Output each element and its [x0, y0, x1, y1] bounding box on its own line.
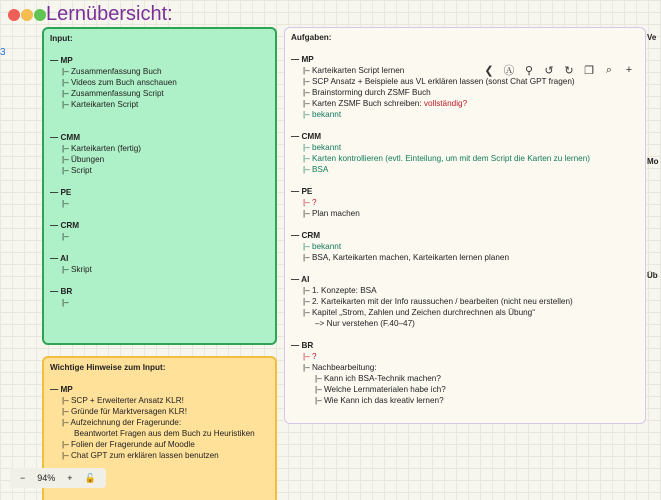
input-line: — CMM	[50, 133, 81, 142]
input-heading: Input:	[50, 34, 73, 43]
input-line: |– Videos zum Buch anschauen	[62, 78, 177, 87]
card-toolbar	[479, 61, 639, 79]
tasks-line: — CMM	[291, 132, 322, 141]
input-line: — CRM	[50, 221, 80, 230]
right-edge-text-1: Ve	[647, 33, 657, 42]
tasks-line: — CRM	[291, 231, 321, 240]
tasks-line: |– ?	[303, 198, 317, 207]
right-edge-text-3: Üb	[647, 271, 658, 280]
tasks-line: |– BSA	[303, 165, 329, 174]
input-line: |–	[62, 232, 69, 241]
tasks-line: –> Nur verstehen (F.40–47)	[315, 319, 415, 328]
tasks-line: |– Wie Kann ich das kreativ lernen?	[315, 396, 444, 405]
pen-icon[interactable]: Ⓐ	[503, 65, 515, 77]
input-line: |– Karteikarten Script	[62, 100, 139, 109]
tasks-line: |– Kapitel „Strom, Zahlen und Zeichen durchrechnen als Übung“	[303, 308, 535, 317]
input-line: |– Skript	[62, 265, 92, 274]
tasks-line: |– bekannt	[303, 143, 342, 152]
tasks-line: — AI	[291, 275, 310, 284]
tasks-heading: Aufgaben:	[291, 33, 332, 42]
redo-icon[interactable]: ↻	[564, 64, 574, 77]
hints-line: |– Folien der Fragerunde auf Moodle	[62, 440, 195, 449]
tasks-line: |– ?	[303, 352, 317, 361]
hints-line: |– Chat GPT zum erklären lassen benutzen	[62, 451, 219, 460]
title-bar	[0, 0, 661, 28]
hints-line: |– SCP + Erweiterter Ansatz KLR!	[62, 396, 184, 405]
input-line: |– Übungen	[62, 155, 105, 164]
tasks-line: |– bekannt	[303, 242, 342, 251]
copy-icon[interactable]: ❐	[584, 64, 594, 77]
back-icon[interactable]: ❮	[484, 64, 494, 77]
page-title: Lernübersicht:	[46, 3, 173, 25]
hints-line: |– Gründe für Marktversagen KLR!	[62, 407, 187, 416]
input-line: |– Zusammenfassung Script	[62, 89, 164, 98]
input-line: — PE	[50, 188, 72, 197]
input-card[interactable]	[42, 27, 277, 345]
tasks-line: |– Plan machen	[303, 209, 360, 218]
tasks-line: |– Kann ich BSA-Technik machen?	[315, 374, 441, 383]
right-edge-text-2: Mo	[647, 157, 659, 166]
zoom-level[interactable]: 94%	[37, 473, 56, 483]
add-icon[interactable]: +	[625, 64, 633, 76]
tasks-line: |– 1. Konzepte: BSA	[303, 286, 377, 295]
input-line: — MP	[50, 56, 73, 65]
tasks-line: |– Karten ZSMF Buch schreiben: vollständig?	[303, 99, 468, 108]
undo-icon[interactable]: ↺	[544, 64, 554, 77]
pin-icon[interactable]: ⚲	[524, 64, 534, 77]
tasks-line: |– Karteikarten Script lernen	[303, 66, 405, 75]
input-line: |– Script	[62, 166, 92, 175]
tasks-line: |– SCP Ansatz + Beispiele aus VL erklären lassen (sonst Chat GPT fragen)	[303, 77, 575, 86]
input-line: |–	[62, 298, 69, 307]
input-line: — BR	[50, 287, 73, 296]
hints-line: Beantwortet Fragen aus dem Buch zu Heuristiken	[74, 429, 255, 438]
tasks-line: — MP	[291, 55, 314, 64]
input-line: |–	[62, 199, 69, 208]
input-line: |– Karteikarten (fertig)	[62, 144, 142, 153]
input-line: |– Zusammenfassung Buch	[62, 67, 162, 76]
search-icon[interactable]: ⌕	[605, 63, 613, 76]
tasks-line: — PE	[291, 187, 313, 196]
input-line: — AI	[50, 254, 69, 263]
tasks-line: |– Karten kontrollieren (evtl. Einteilung, um mit dem Script die Karten zu lernen)	[303, 154, 591, 163]
tasks-line: |– bekannt	[303, 110, 342, 119]
maximize-window-button[interactable]	[34, 9, 46, 21]
zoom-out-button[interactable]: −	[20, 473, 26, 483]
hints-line: |– Aufzeichnung der Fragerunde:	[62, 418, 182, 427]
lock-icon[interactable]: 🔓	[84, 472, 96, 483]
minimize-window-button[interactable]	[21, 9, 33, 21]
zoom-in-button[interactable]: +	[67, 473, 73, 483]
tasks-line: |– BSA, Karteikarten machen, Karteikarten lernen planen	[303, 253, 510, 262]
hints-line: — MP	[50, 385, 73, 394]
zoom-controls	[10, 468, 106, 488]
tasks-line: |– Nachbearbeitung:	[303, 363, 377, 372]
tasks-line: |– 2. Karteikarten mit der Info raussuchen / bearbeiten (nicht neu erstellen)	[303, 297, 573, 306]
tasks-line: — BR	[291, 341, 314, 350]
tasks-card[interactable]	[284, 27, 646, 424]
tasks-line: |– Brainstorming durch ZSMF Buch	[303, 88, 431, 97]
left-edge-glyph: 3	[0, 47, 6, 58]
close-window-button[interactable]	[8, 9, 20, 21]
tasks-line: |– Welche Lernmaterialen habe ich?	[315, 385, 446, 394]
hints-heading: Wichtige Hinweise zum Input:	[50, 363, 166, 372]
